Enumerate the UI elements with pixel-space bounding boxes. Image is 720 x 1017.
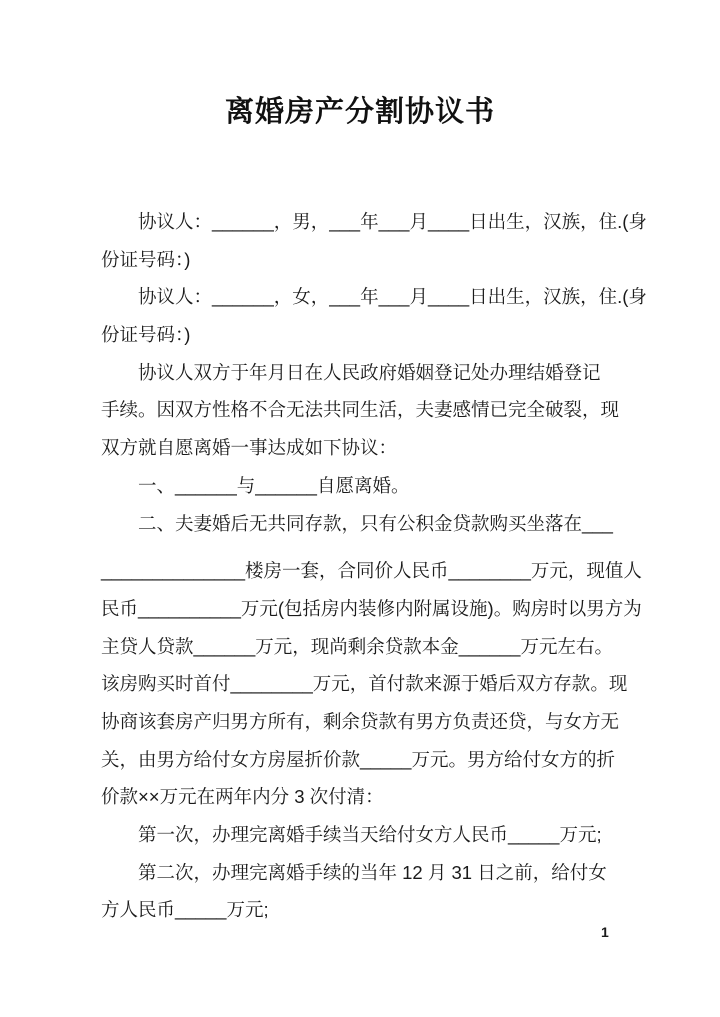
text-line: 协议人双方于年月日在人民政府婚姻登记处办理结婚登记: [138, 361, 601, 383]
text-line: ______________楼房一套，合同价人民币________万元，现值人: [101, 560, 642, 582]
text-line: 价款××万元在两年内分 3 次付清：: [101, 786, 384, 808]
document-body: [101, 203, 647, 929]
text-line: 关，由男方给付女方房屋折价款_____万元。男方给付女方的折: [101, 748, 615, 770]
text-line: 份证号码：): [101, 248, 191, 270]
page-number: 1: [601, 924, 609, 940]
text-line: 第一次，办理完离婚手续当天给付女方人民币_____万元;: [138, 824, 602, 845]
text-line: 二、夫妻婚后无共同存款，只有公积金贷款购买坐落在___: [138, 512, 613, 534]
text-line: 一、______与______自愿离婚。: [138, 474, 410, 496]
text-line: 协议人：______，男，___年___月____日出生，汉族，住.(身: [138, 211, 647, 232]
text-line: 双方就自愿离婚一事达成如下协议：: [101, 437, 398, 459]
text-line: 方人民币_____万元;: [101, 899, 269, 921]
text-line: 民币__________万元(包括房内装修内附属设施)。购房时以男方为: [101, 597, 642, 619]
document-title: 离婚房产分割协议书: [224, 96, 495, 128]
text-line: 第二次，办理完离婚手续的当年 12 月 31 日之前，给付女: [138, 861, 607, 883]
text-line: 协议人：______，女，___年___月____日出生，汉族，住.(身: [138, 286, 647, 308]
text-line: 该房购买时首付________万元，首付款来源于婚后双方存款。现: [101, 673, 628, 695]
text-line: 协商该套房产归男方所有，剩余贷款有男方负责还贷，与女方无: [101, 710, 620, 732]
text-line: 手续。因双方性格不合无法共同生活，夫妻感情已完全破裂，现: [101, 399, 620, 421]
text-line: 主贷人贷款______万元，现尚剩余贷款本金______万元左右。: [101, 635, 613, 657]
text-line: 份证号码：): [101, 324, 191, 346]
